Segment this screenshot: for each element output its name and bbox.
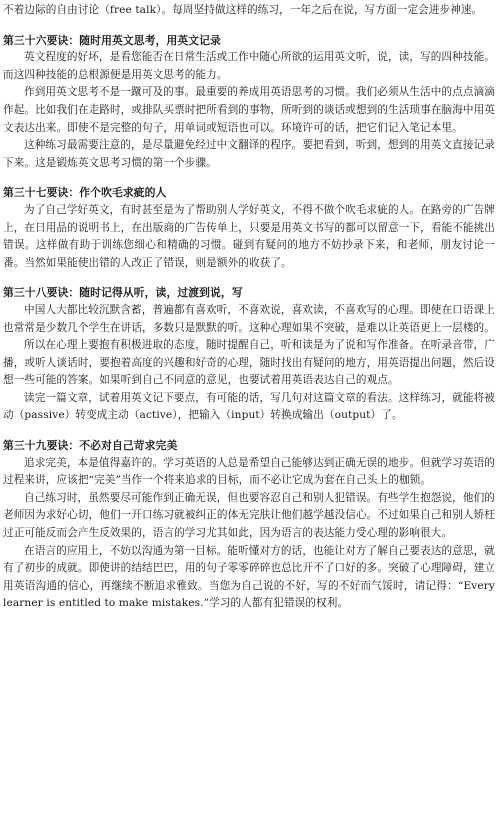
section-39-paragraph-1: 追求完美，本是值得嘉许的。学习英语的人总是希望自己能够达到正确无误的地步。但就学习英语的过程来讲，应该把“完美”当作一个将来追求的目标，而不必让它成为套在自己头上的枷锁。	[3, 456, 495, 487]
document-page	[3, 2, 495, 613]
section-36-paragraph-1: 英文程度的好坏，是看您能否在日常生活或工作中随心所欲的运用英文听，说，读，写的四种技能。而这四种技能的总根源便是用英文思考的能力。	[3, 51, 495, 81]
section-39-paragraph-3: 在语言的应用上，不妨以沟通为第一目标。能听懂对方的话，也能让对方了解自己要表达的意思，就有了初步的成就。即使讲的结结巴巴，用的句子零零碎碎也总比开不了口好的多。突破了心理障碍，建立用英语沟通的信心，再继续不断追求雅致。当您为自己说的不好，写的不好而气馁时，请记得：“Every learner is entitled to make mistakes.”学习的人都有犯错误的权利。	[3, 544, 495, 610]
section-38-paragraph-1: 中国人大都比较沉默含蓄，普遍都有喜欢听，不喜欢说，喜欢读，不喜欢写的心理。即使在口语课上也常常是少数几个学生在讲话，多数只是默默的听。这种心理如果不突破，是难以让英语更上一层楼的。	[3, 303, 495, 334]
section-38-paragraph-2: 所以在心理上要抱有积极进取的态度，随时提醒自己，听和读是为了说和写作准备。在听录音带，广播，或听人谈话时，要抱着高度的兴趣和好奇的心理，随时找出有疑问的地方，用英语提出问题，然后设想一些可能的答案。如果听到自己不同意的意见，也要试着用英语表达自己的观点。	[3, 339, 495, 387]
section-title-39: 第三十九要诀：不必对自己苛求完美	[3, 439, 178, 453]
section-36-paragraph-2: 作到用英文思考不是一蹴可及的事。最重要的养成用英语思考的习惯。我们必须从生活中的点点滴滴作起。比如我们在走路时，或排队买票时把所看到的事物，所听到的谈话或想到的生活琐事在脑海中用英文表达出来。即使不是完整的句子，用单词或短语也可以。环境许可的话，把它们记入笔记本里。	[3, 86, 495, 134]
section-title-37: 第三十七要诀：作个吹毛求疵的人	[3, 186, 167, 200]
section-title-36: 第三十六要诀：随时用英文思考，用英文记录	[3, 33, 221, 47]
intro-paragraph: 不着边际的自由讨论（free talk）。每周坚持做这样的练习，一年之后在说，写方面一定会进步神速。	[3, 4, 483, 16]
section-37-paragraph-1: 为了自己学好英文，有时甚至是为了帮助别人学好英文，不得不做个吹毛求疵的人。在路旁的广告牌上，在日用品的说明书上，在出版商的广告传单上，只要是用英文书写的都可以留意一下，看能不能挑出错误。这样做有助于训练您细心和精确的习惯。碰到有疑问的地方不妨抄录下来，和老师，朋友讨论一番。当然如果能使出错的人改正了错误，则是额外的收获了。	[3, 203, 495, 269]
section-title-38: 第三十八要诀：随时记得从听，读，过渡到说，写	[3, 286, 243, 300]
section-39-paragraph-2: 自己练习时，虽然要尽可能作到正确无误，但也要容忍自己和别人犯错误。有些学生抱怨说，他们的老师因为求好心切，他们一开口练习就被纠正的体无完肤让他们越学越没信心。不过如果自己和别人矫枉过正可能反而会产生反效果的，语言的学习尤其如此，因为语言的表达能力受心理的影响很大。	[3, 491, 495, 540]
section-38-paragraph-3: 读完一篇文章，试着用英文记下要点，有可能的话，写几句对这篇文章的看法。这样练习，就能将被动（passive）转变成主动（active），把输入（input）转换成输出（output）了。	[3, 391, 495, 422]
section-36-paragraph-3: 这种练习最需要注意的，是尽量避免经过中文翻译的程序。要把看到，听到，想到的用英文直接记录下来。这是锻炼英文思考习惯的第一个步骤。	[3, 139, 495, 169]
